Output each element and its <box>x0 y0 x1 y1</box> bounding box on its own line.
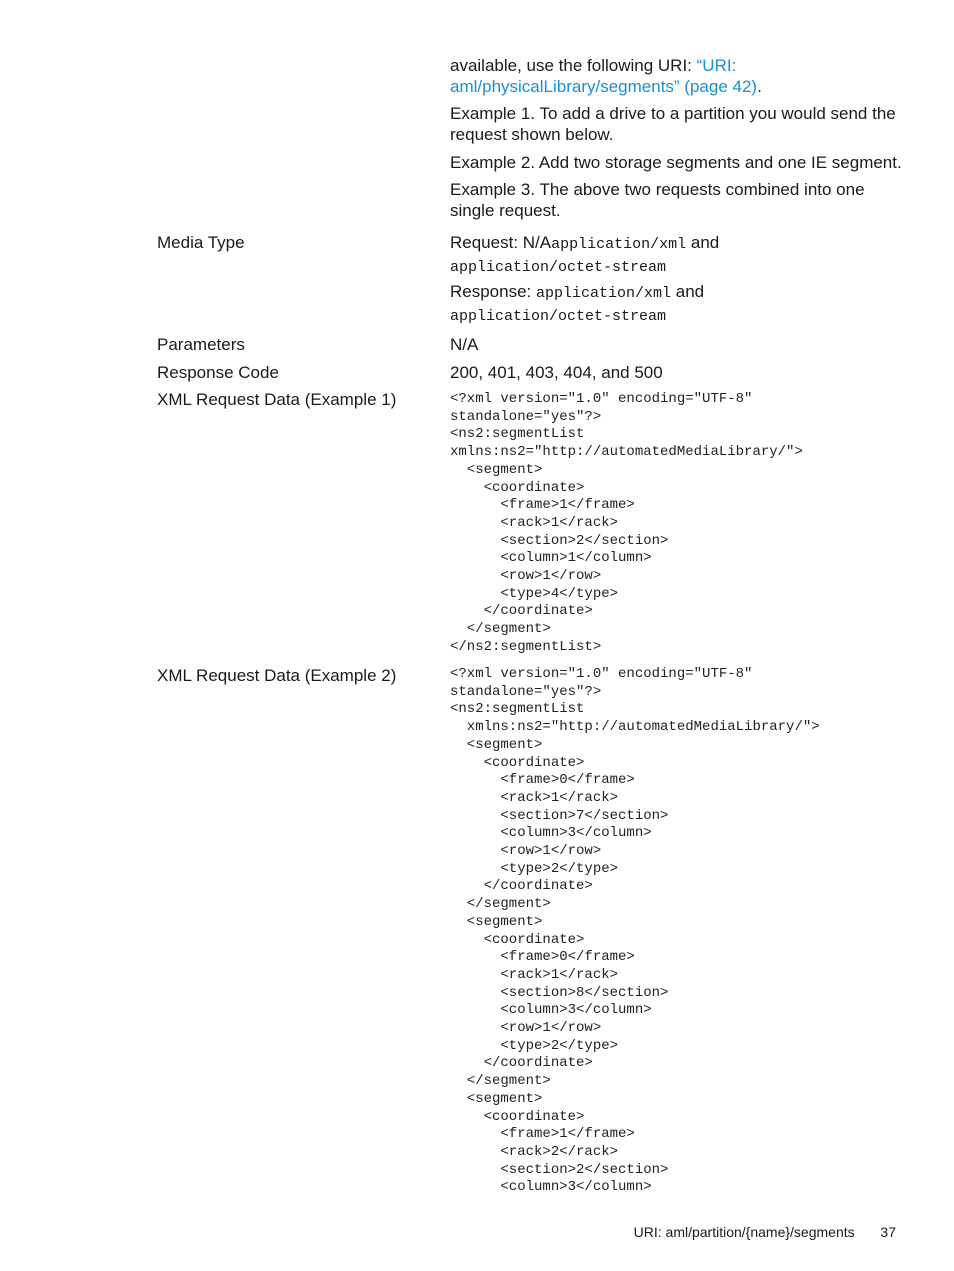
example-1-description: Example 1. To add a drive to a partition you would send the request shown below. <box>450 104 896 144</box>
xml-example-2-code: <?xml version="1.0" encoding="UTF-8" standalone="yes"?> <ns2:segmentList xmlns:ns2="http://automatedMediaLibrary/"> <segment> <coordinate> <frame>0</frame> <rack>1</rack> <section>7</section> <column>3</column> <row>1</row> <type>2</type> </coordinate> </segment> <segment> <coordinate> <frame>0</frame> <rack>1</rack> <section>8</section> <column>3</column> <row>1</row> <type>2</type> </coordinate> </segment> <segment> <coordinate> <frame>1</frame> <rack>2</rack> <section>2</section> <column>3</column> <box>450 666 820 1196</box>
parameters-value: N/A <box>450 335 479 354</box>
uri-reference-link[interactable]: “URI: aml/physicalLibrary/segments” (page 42) <box>450 56 758 96</box>
page-footer <box>634 1223 896 1241</box>
response-code-label: Response Code <box>157 363 279 382</box>
footer-section-title: URI: aml/partition/{name}/segments <box>633 1224 855 1240</box>
page-number: 37 <box>880 1224 896 1240</box>
media-type-label: Media Type <box>157 233 245 252</box>
media-type-request: Request: N/Aapplication/xml and application/octet-stream <box>450 233 720 276</box>
uri-reference-prefix: available, use the following URI: <box>450 56 697 75</box>
uri-reference-paragraph <box>450 55 910 97</box>
xml-example-1-label: XML Request Data (Example 1) <box>157 390 397 409</box>
example-3-description: Example 3. The above two requests combined into one single request. <box>450 180 865 220</box>
uri-reference-suffix: . <box>757 77 762 96</box>
xml-example-1-code: <?xml version="1.0" encoding="UTF-8" standalone="yes"?> <ns2:segmentList xmlns:ns2="http://automatedMediaLibrary/"> <segment> <coordinate> <frame>1</frame> <rack>1</rack> <section>2</section> <column>1</column> <row>1</row> <type>4</type> </coordinate> </segment> </ns2:segmentList> <box>450 391 803 655</box>
xml-example-2-label: XML Request Data (Example 2) <box>157 666 397 685</box>
parameters-label: Parameters <box>157 335 245 354</box>
response-code-value: 200, 401, 403, 404, and 500 <box>450 363 663 382</box>
example-2-description: Example 2. Add two storage segments and one IE segment. <box>450 153 902 172</box>
media-type-response: Response: application/xml and application/octet-stream <box>450 282 705 325</box>
